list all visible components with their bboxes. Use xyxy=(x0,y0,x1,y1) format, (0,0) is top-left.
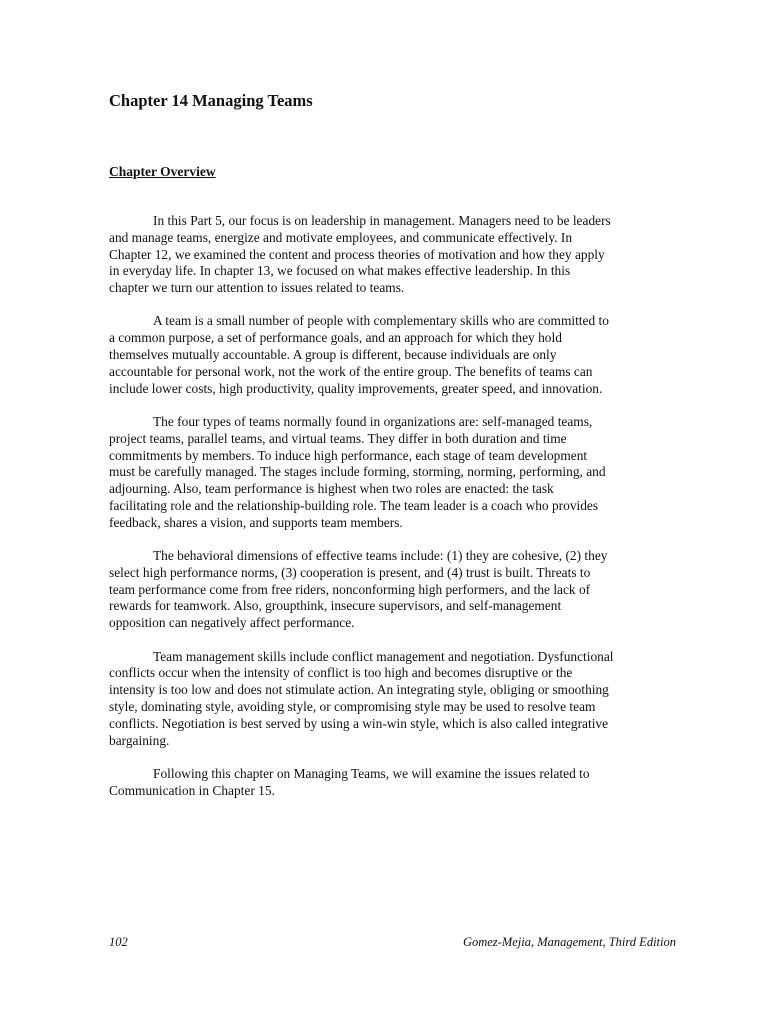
paragraph-line: Team management skills include conflict management and negotiation. Dysfunctional xyxy=(153,648,614,664)
paragraph xyxy=(109,649,649,750)
paragraph-line: accountable for personal work, not the work of the entire group. The benefits of teams can xyxy=(109,363,593,379)
paragraph-line: style, dominating style, avoiding style, or compromising style may be used to resolve team xyxy=(109,698,596,714)
body-text xyxy=(109,213,649,816)
paragraph-line: facilitating role and the relationship-building role. The team leader is a coach who provides xyxy=(109,497,599,513)
paragraph-line: Following this chapter on Managing Teams, we will examine the issues related to xyxy=(153,765,590,781)
paragraph-line: bargaining. xyxy=(109,732,170,748)
paragraph-line: The four types of teams normally found in organizations are: self-managed teams, xyxy=(153,413,593,429)
paragraph-line: conflicts. Negotiation is best served by using a win-win style, which is also called integrative xyxy=(109,715,609,731)
paragraph-line: and manage teams, energize and motivate employees, and communicate effectively. In xyxy=(109,229,573,245)
paragraph-line: chapter we turn our attention to issues related to teams. xyxy=(109,280,405,296)
paragraph-line: intensity is too low and does not stimulate action. An integrating style, obliging or smoothing xyxy=(109,682,609,698)
paragraph-line: must be carefully managed. The stages include forming, storming, norming, performing, and xyxy=(109,464,606,480)
paragraph-line: feedback, shares a vision, and supports team members. xyxy=(109,514,403,530)
paragraph xyxy=(109,766,649,800)
paragraph xyxy=(109,548,649,632)
paragraph-line: The behavioral dimensions of effective teams include: (1) they are cohesive, (2) they xyxy=(153,548,608,564)
paragraph-line: rewards for teamwork. Also, groupthink, insecure supervisors, and self-management xyxy=(109,598,562,614)
chapter-title: Chapter 14 Managing Teams xyxy=(109,91,313,110)
paragraph-line: Communication in Chapter 15. xyxy=(109,782,275,798)
footer-page-number: 102 xyxy=(109,935,128,949)
paragraph-line: Chapter 12, we examined the content and process theories of motivation and how they apply xyxy=(109,246,605,262)
paragraph xyxy=(109,414,649,532)
paragraph-line: adjourning. Also, team performance is highest when two roles are enacted: the task xyxy=(109,481,554,497)
paragraph-line: a common purpose, a set of performance goals, and an approach for which they hold xyxy=(109,330,562,346)
paragraph-line: team performance come from free riders, nonconforming high performers, and the lack of xyxy=(109,581,591,597)
paragraph-line: include lower costs, high productivity, quality improvements, greater speed, and innovation. xyxy=(109,380,603,396)
paragraph-line: themselves mutually accountable. A group is different, because individuals are only xyxy=(109,347,557,363)
paragraph xyxy=(109,213,649,297)
section-heading: Chapter Overview xyxy=(109,164,216,179)
footer-book-title: Gomez-Mejia, Management, Third Edition xyxy=(462,935,676,949)
paragraph-line: opposition can negatively affect performance. xyxy=(109,615,355,631)
paragraph-line: conflicts occur when the intensity of conflict is too high and becomes disruptive or the xyxy=(109,665,573,681)
paragraph-line: select high performance norms, (3) cooperation is present, and (4) trust is built. Threats to xyxy=(109,564,591,580)
paragraph xyxy=(109,313,649,397)
paragraph-line: in everyday life. In chapter 13, we focused on what makes effective leadership. In this xyxy=(109,263,571,279)
paragraph-line: commitments by members. To induce high performance, each stage of team development xyxy=(109,447,588,463)
paragraph-line: A team is a small number of people with complementary skills who are committed to xyxy=(153,313,609,329)
paragraph-line: project teams, parallel teams, and virtual teams. They differ in both duration and time xyxy=(109,430,567,446)
paragraph-line: In this Part 5, our focus is on leadership in management. Managers need to be leaders xyxy=(153,213,611,228)
